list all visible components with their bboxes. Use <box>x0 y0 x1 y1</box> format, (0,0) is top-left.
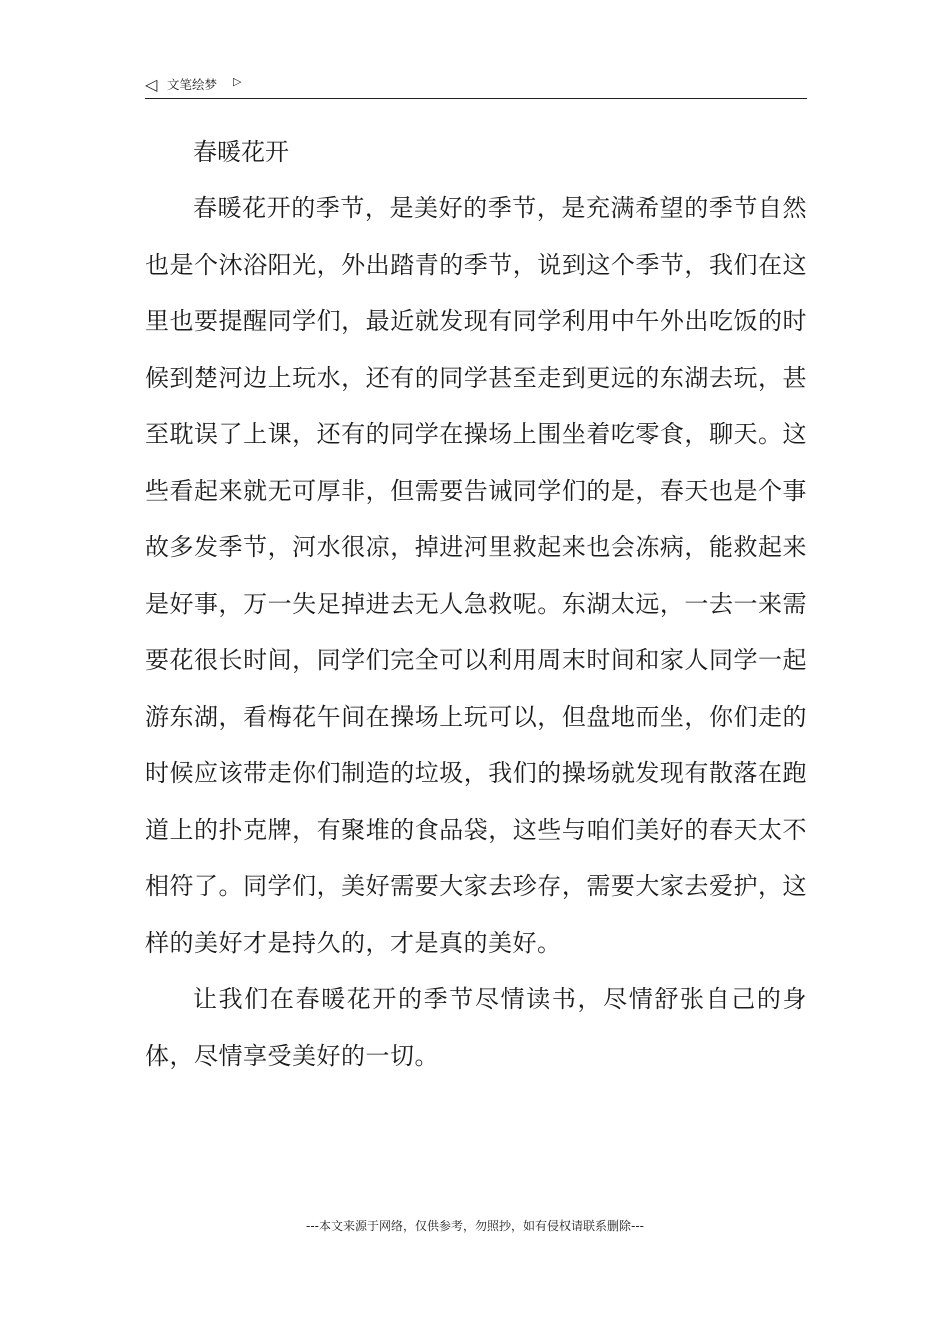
document-body <box>145 131 807 1084</box>
left-triangle-icon: ◁ <box>145 75 158 94</box>
document-title: 春暖花开 <box>193 138 289 166</box>
right-triangle-icon: ▷ <box>233 75 242 88</box>
paragraph-2: 让我们在春暖花开的季节尽情读书，尽情舒张自己的身体，尽情享受美好的一切。 <box>145 985 807 1070</box>
paragraph-1: 春暖花开的季节，是美好的季节，是充满希望的季节自然也是个沐浴阳光，外出踏青的季节，说到这个季节，我们在这里也要提醒同学们，最近就发现有同学利用中午外出吃饭的时候到楚河边上玩水，还有的同学甚至走到更远的东湖去玩，甚至耽误了上课，还有的同学在操场上围坐着吃零食，聊天。这些看起来就无可厚非，但需要告诫同学们的是，春天也是个事故多发季节，河水很凉，掉进河里救起来也会冻病，能救起来是好事，万一失足掉进去无人急救呢。东湖太远，一去一来需要花很长时间，同学们完全可以利用周末时间和家人同学一起游东湖，看梅花午间在操场上玩可以，但盘地而坐，你们走的时候应该带走你们制造的垃圾，我们的操场就发现有散落在跑道上的扑克牌，有聚堆的食品袋，这些与咱们美好的春天太不相符了。同学们，美好需要大家去珍存，需要大家去爱护，这样的美好才是持久的，才是真的美好。 <box>145 194 807 957</box>
footer-disclaimer: ---本文来源于网络，仅供参考，勿照抄，如有侵权请联系删除--- <box>306 1219 644 1233</box>
page-header <box>145 74 807 99</box>
header-title: 文笔绘梦 <box>167 77 218 92</box>
